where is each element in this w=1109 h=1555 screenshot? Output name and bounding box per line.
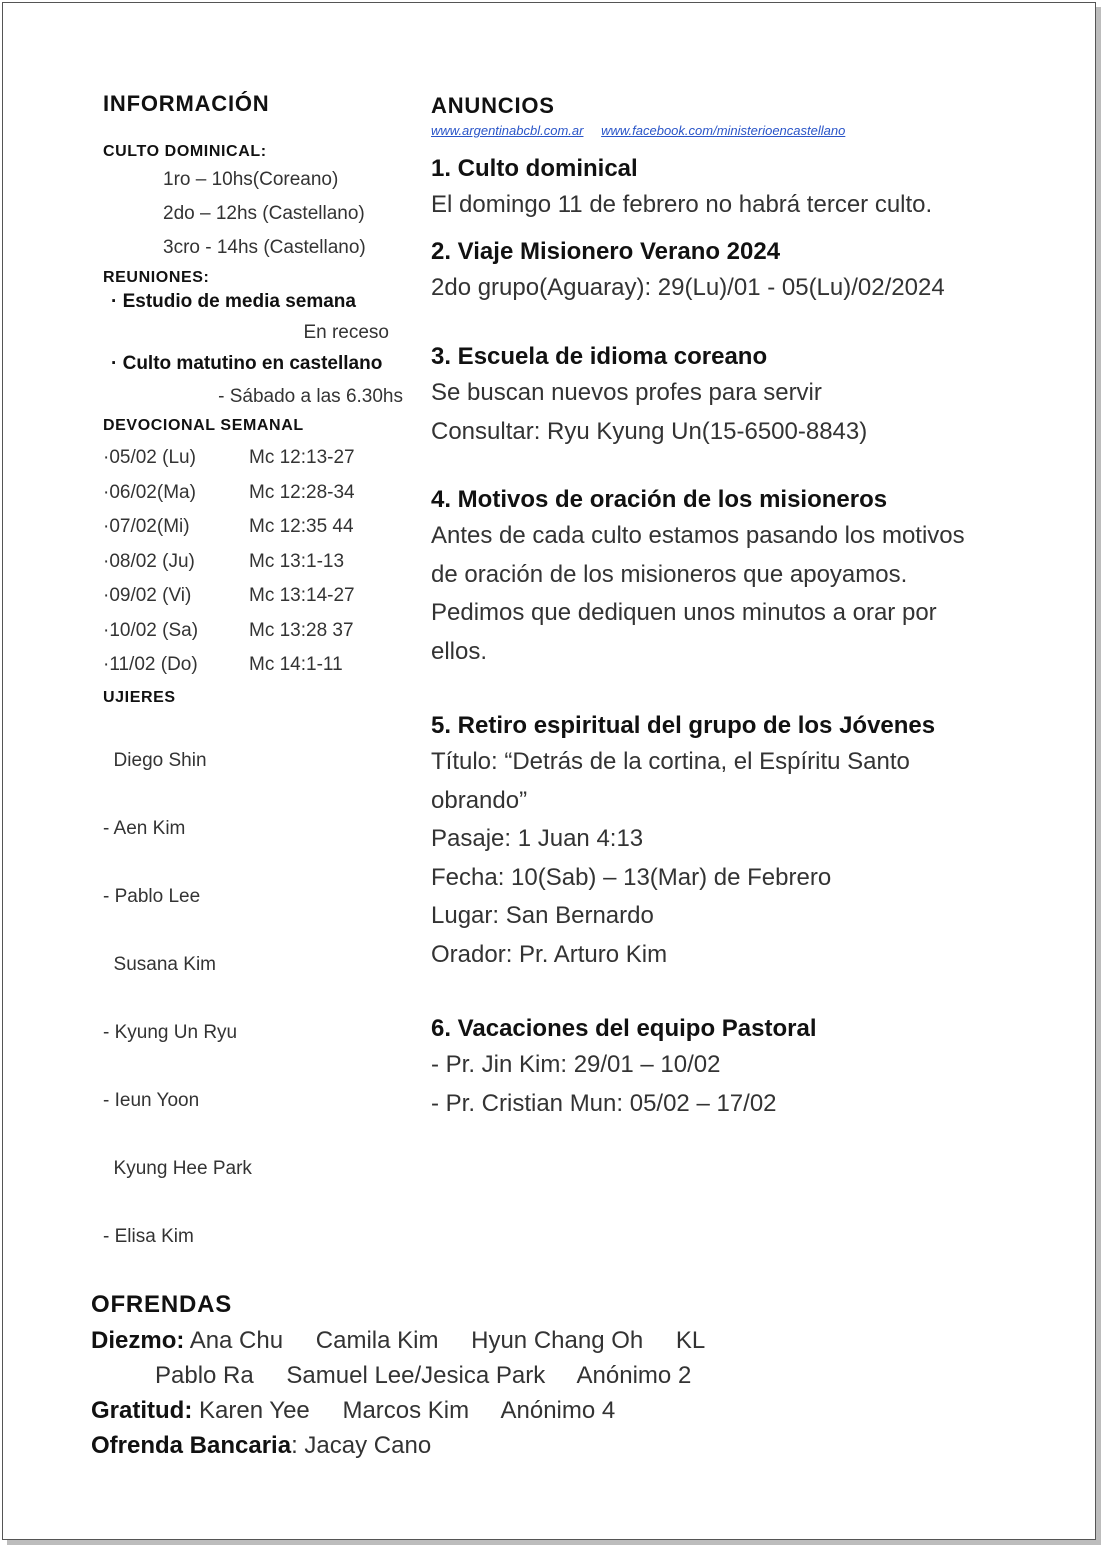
- anuncio-section: [431, 709, 1051, 974]
- ofrendas-section: [91, 1291, 1051, 1463]
- diezmo-label: Diezmo:: [91, 1327, 185, 1354]
- anuncio-title: 3. Escuela de idioma coreano: [431, 343, 768, 370]
- anuncio-line: de oración de los misioneros que apoyamos.: [431, 560, 908, 588]
- devocional-row: [103, 579, 413, 614]
- usher-name: - Elisa Kim: [103, 1225, 194, 1247]
- devocional-ref: Mc 13:14-27: [249, 585, 355, 606]
- devocional-row: [103, 648, 413, 683]
- bancaria-label: Ofrenda Bancaria: [91, 1432, 292, 1459]
- anuncio-line: ellos.: [431, 637, 488, 665]
- donor-name: Samuel Lee/Jesica Park: [286, 1362, 546, 1389]
- anuncio-line: Título: “Detrás de la cortina, el Espíritu Santo: [431, 748, 910, 775]
- ujieres-list: [103, 709, 413, 1289]
- facebook-link[interactable]: www.facebook.com/ministerioencastellano: [601, 123, 846, 138]
- anuncio-line: Lugar: San Bernardo: [431, 902, 654, 929]
- gratitud-line: [91, 1393, 1051, 1428]
- anuncio-title: 1. Culto dominical: [431, 155, 638, 182]
- devocional-row: [103, 510, 413, 545]
- reuniones-title: REUNIONES:: [103, 269, 210, 286]
- usher-name: Kyung Hee Park: [103, 1157, 252, 1179]
- anuncio-title: 2. Viaje Misionero Verano 2024: [431, 237, 781, 265]
- devocional-ref: Mc 12:35 44: [249, 516, 354, 537]
- diezmo-line: [91, 1323, 1051, 1358]
- devocional-row: [103, 545, 413, 580]
- culto-line: 3cro - 14hs (Castellano): [163, 237, 366, 258]
- gratitud-label: Gratitud:: [91, 1397, 193, 1424]
- anuncio-line: Fecha: 10(Sab) – 13(Mar) de Febrero: [431, 863, 832, 891]
- anuncios-column: [431, 91, 1051, 1123]
- devocional-day: ·07/02(Mi): [103, 516, 190, 537]
- culto-line: 1ro – 10hs(Coreano): [163, 169, 339, 190]
- donor-name: Ana Chu: [189, 1327, 284, 1354]
- devocional-ref: Mc 12:28-34: [249, 481, 355, 503]
- anuncio-line: Orador: Pr. Arturo Kim: [431, 940, 668, 968]
- anuncio-line: Pedimos que dediquen unos minutos a orar por: [431, 599, 937, 626]
- donor-name: Anónimo 4: [500, 1397, 616, 1424]
- anuncio-title: 6. Vacaciones del equipo Pastoral: [431, 1015, 817, 1042]
- diezmo-line-2: [91, 1358, 1051, 1393]
- website-link[interactable]: www.argentinabcbl.com.ar: [431, 123, 584, 138]
- usher-name: Diego Shin: [103, 749, 207, 771]
- info-title: INFORMACIÓN: [103, 91, 270, 116]
- devocional-ref: Mc 13:28 37: [249, 619, 354, 641]
- donor-name: Jacay Cano: [304, 1432, 432, 1459]
- info-column: [103, 91, 413, 1289]
- bulletin-page: [2, 2, 1096, 1540]
- links-row: [431, 123, 1051, 138]
- devocional-row: [103, 441, 413, 476]
- reunion-detail: En receso: [303, 322, 389, 343]
- reunion-title: · Estudio de media semana: [111, 291, 356, 312]
- usher-name: - Kyung Un Ryu: [103, 1021, 238, 1043]
- anuncio-line: - Pr. Jin Kim: 29/01 – 10/02: [431, 1051, 721, 1078]
- devocional-title: DEVOCIONAL SEMANAL: [103, 417, 304, 434]
- donor-name: KL: [675, 1327, 706, 1354]
- devocional-row: [103, 476, 413, 511]
- donor-name: Hyun Chang Oh: [471, 1327, 644, 1354]
- anuncio-line: - Pr. Cristian Mun: 05/02 – 17/02: [431, 1089, 777, 1117]
- devocional-ref: Mc 13:1-13: [249, 550, 345, 572]
- reunion-title: · Culto matutino en castellano: [111, 353, 383, 374]
- ofrendas-title: OFRENDAS: [91, 1291, 233, 1318]
- devocional-day: ·10/02 (Sa): [103, 619, 199, 641]
- culto-title: CULTO DOMINICAL:: [103, 143, 267, 160]
- donor-name: Pablo Ra: [155, 1362, 254, 1389]
- devocional-list: [103, 441, 413, 683]
- anuncio-section: [431, 235, 1051, 308]
- ujieres-title: UJIERES: [103, 688, 176, 706]
- usher-name: - Pablo Lee: [103, 885, 201, 907]
- anuncio-line: obrando”: [431, 786, 528, 814]
- devocional-day: ·05/02 (Lu): [103, 447, 196, 468]
- anuncio-line: Se buscan nuevos profes para servir: [431, 379, 822, 406]
- culto-list: [103, 163, 413, 265]
- anuncio-line: Consultar: Ryu Kyung Un(15-6500-8843): [431, 417, 868, 445]
- devocional-row: [103, 614, 413, 649]
- devocional-ref: Mc 14:1-11: [249, 654, 343, 675]
- anuncio-line: 2do grupo(Aguaray): 29(Lu)/01 - 05(Lu)/02/2024: [431, 273, 945, 301]
- donor-name: Marcos Kim: [342, 1397, 470, 1424]
- anuncio-line: Antes de cada culto estamos pasando los motivos: [431, 522, 965, 549]
- culto-line: 2do – 12hs (Castellano): [163, 203, 365, 224]
- anuncio-section: [431, 483, 1051, 671]
- anuncios-title: ANUNCIOS: [431, 93, 555, 118]
- donor-name: Karen Yee: [199, 1397, 310, 1424]
- usher-name: - Aen Kim: [103, 817, 186, 839]
- devocional-ref: Mc 12:13-27: [249, 447, 355, 468]
- anuncio-line: El domingo 11 de febrero no habrá tercer culto.: [431, 191, 933, 218]
- devocional-day: ·06/02(Ma): [103, 481, 196, 503]
- donor-name: Camila Kim: [315, 1327, 439, 1354]
- devocional-day: ·11/02 (Do): [103, 654, 198, 675]
- bancaria-sep: :: [291, 1432, 298, 1459]
- donor-name: Anónimo 2: [576, 1362, 692, 1389]
- bancaria-line: [91, 1428, 1051, 1463]
- anuncio-section: [431, 1012, 1051, 1123]
- usher-name: - Ieun Yoon: [103, 1089, 200, 1111]
- anuncio-line: Pasaje: 1 Juan 4:13: [431, 825, 644, 852]
- devocional-day: ·08/02 (Ju): [103, 550, 195, 572]
- anuncio-title: 4. Motivos de oración de los misioneros: [431, 486, 888, 513]
- anuncio-section: [431, 340, 1051, 451]
- anuncio-section: [431, 152, 1051, 225]
- anuncio-title: 5. Retiro espiritual del grupo de los Jóvenes: [431, 712, 936, 739]
- reunion-detail: - Sábado a las 6.30hs: [218, 386, 403, 407]
- usher-name: Susana Kim: [103, 953, 216, 975]
- devocional-day: ·09/02 (Vi): [103, 585, 192, 606]
